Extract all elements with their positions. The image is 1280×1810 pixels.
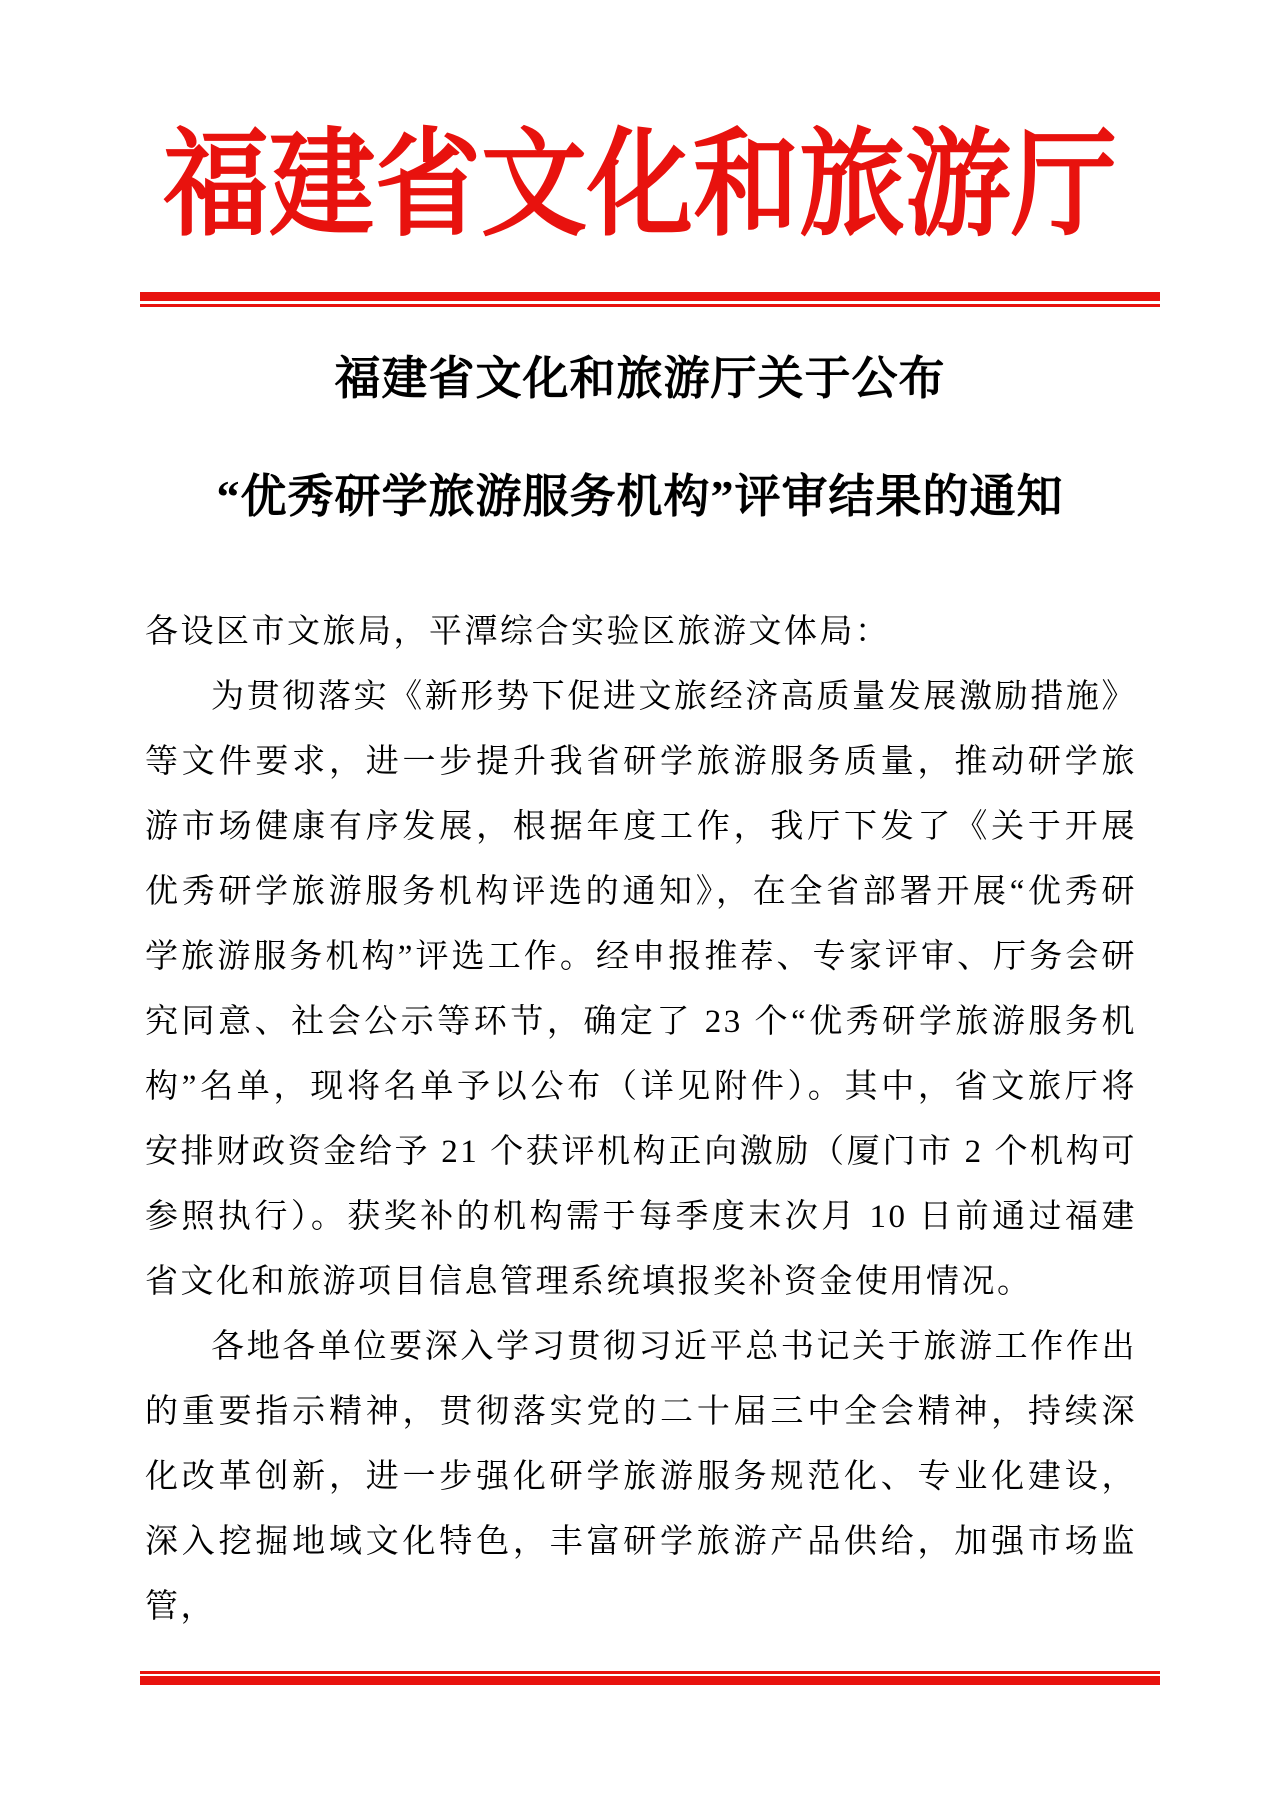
letterhead-agency-name: 福建省文化和旅游厅 bbox=[163, 121, 1117, 250]
document-title-line1: 福建省文化和旅游厅关于公布 bbox=[334, 353, 946, 404]
body-paragraph: 为贯彻落实《新形势下促进文旅经济高质量发展激励措施》等文件要求，进一步提升我省研学旅游服务质量，推动研学旅游市场健康有序发展，根据年度工作，我厅下发了《关于开展优秀研学旅游服务机构评选的通知》，在全省部署开展“优秀研学旅游服务机构”评选工作。经申报推荐、专家评审、厅务会研究同意、社会公示等环节，确定了 23 个“优秀研学旅游服务机构”名单，现将名单予以公布（详见附件）。其中，省文旅厅将安排财政资金给予 21 个获评机构正向激励（厦门市 2 个机构可参照执行）。获奖补的机构需于每季度末次月 10 日前通过福建省文化和旅游项目信息管理系统填报奖补资金使用情况。 bbox=[145, 679, 1137, 1300]
body-paragraph: 各地各单位要深入学习贯彻习近平总书记关于旅游工作作出的重要指示精神，贯彻落实党的二十届三中全会精神，持续深化改革创新，进一步强化研学旅游服务规范化、专业化建设，深入挖掘地域文化特色，丰富研学旅游产品供给，加强市场监管， bbox=[145, 1329, 1137, 1625]
document-title-line2: “优秀研学旅游服务机构”评审结果的通知 bbox=[216, 471, 1064, 522]
footer-divider-thin bbox=[140, 1671, 1160, 1674]
document-title bbox=[0, 320, 1280, 556]
letterhead-divider-thick bbox=[140, 292, 1160, 301]
salutation-line: 各设区市文旅局，平潭综合实验区旅游文体局： bbox=[145, 614, 891, 650]
footer-divider-thick bbox=[140, 1676, 1160, 1685]
document-body bbox=[145, 600, 1137, 1640]
letterhead-divider-thin bbox=[140, 304, 1160, 307]
